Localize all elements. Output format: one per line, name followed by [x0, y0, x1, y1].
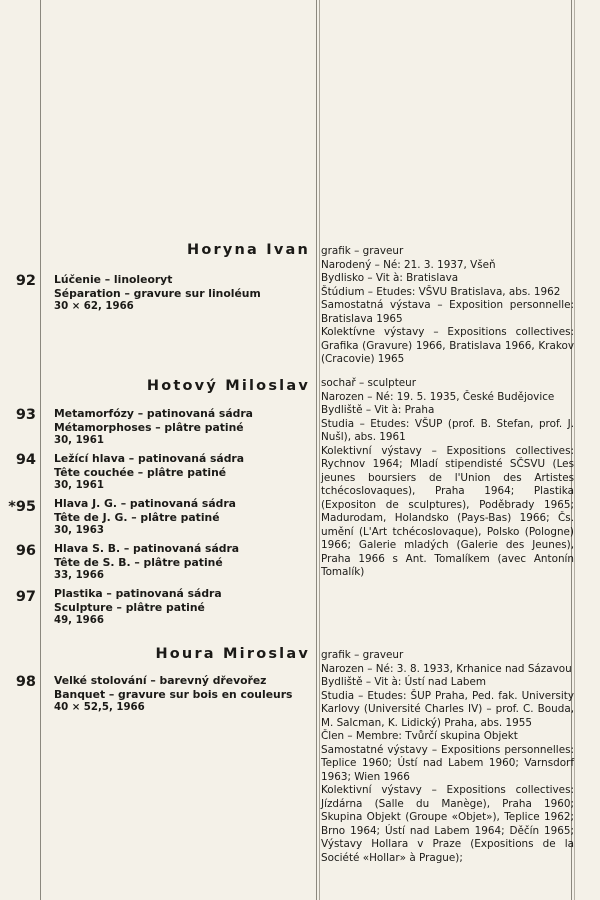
bio-line: Samostatná výstava – Exposition personnelle: Bratislava 1965 — [321, 299, 574, 325]
bio-line: Kolektívne výstavy – Expositions collectives: Grafika (Gravure) 1966, Bratislava 1966, Krakov (Cracovie) 1965 — [321, 326, 574, 365]
artist-name: Hotový Miloslav — [146, 378, 310, 394]
work-title-czech: Ležící hlava – patinovaná sádra — [54, 452, 245, 465]
bio-line: Štúdium – Etudes: VŠVU Bratislava, abs. 1962 — [321, 285, 561, 298]
catalogue-number: 94 — [15, 452, 36, 468]
work-details: 49, 1966 — [54, 615, 104, 626]
bio-line: sochař – sculpteur — [321, 377, 417, 389]
work-title-czech: Plastika – patinovaná sádra — [54, 587, 222, 600]
work-entry — [54, 497, 312, 538]
artist-biography — [321, 245, 574, 367]
bio-line: Narozen – Né: 3. 8. 1933, Krhanice nad Sázavou — [321, 662, 572, 675]
work-details: 33, 1966 — [54, 570, 104, 581]
catalogue-number: *95 — [8, 499, 36, 515]
work-details: 30, 1961 — [54, 435, 104, 446]
bio-line: Narodený – Né: 21. 3. 1937, Všeň — [321, 258, 496, 271]
bio-line: Bydlisko – Vit à: Bratislava — [321, 272, 459, 284]
bio-line: Narozen – Né: 19. 5. 1935, České Budějovice — [321, 390, 555, 403]
catalogue-number: 97 — [15, 589, 36, 605]
column-rule-middle — [316, 0, 317, 900]
bio-line: grafik – graveur — [321, 649, 404, 661]
bio-line: Studia – Etudes: ŠUP Praha, Ped. fak. University Karlovy (Université Charles IV) – prof. C. Bouda, M. Salcman, K. Lidický) Praha, abs. 1955 — [321, 689, 574, 729]
work-title-french: Tête de S. B. – plâtre patiné — [54, 555, 223, 569]
column-rule-right-secondary — [574, 0, 575, 900]
work-title-french: Tête de J. G. – plâtre patiné — [54, 510, 220, 524]
work-title-czech: Velké stolování – barevný dřevořez — [54, 674, 267, 687]
artist-biography — [321, 649, 574, 865]
work-details: 30 ⨯ 62, 1966 — [54, 301, 134, 312]
catalogue-number: 96 — [15, 543, 36, 559]
work-title-french: Banquet – gravure sur bois en couleurs — [54, 687, 293, 701]
work-entry — [54, 587, 312, 628]
work-entry — [54, 407, 312, 448]
work-title-czech: Hlava J. G. – patinovaná sádra — [54, 497, 236, 510]
bio-line: Bydliště – Vit à: Ústí nad Labem — [321, 676, 487, 688]
artist-name: Horyna Ivan — [186, 242, 310, 258]
work-entry — [54, 273, 312, 314]
work-details: 30, 1963 — [54, 525, 104, 536]
work-title-czech: Metamorfózy – patinovaná sádra — [54, 407, 253, 420]
work-entry — [54, 674, 312, 715]
column-rule-left — [40, 0, 41, 900]
bio-line: Kolektivní výstavy – Expositions collectives: Rychnov 1964; Mladí stipendisté SČSVU (Les jeunes boursiers de l'Union des Artistes tchécoslovaques), Praha 1964; Plastika (Expositon de sculptures), Poděbrady 1965; Madurodam, Holandsko (Pays-Bas) 1966; Čs. umění (L'Art tchécoslovaque), Polsko (Pologne) 1966; Galerie mladých (Galerie des Jeunes), Praha 1966 s Ant. Tomalíkem (avec Antonín Tomalík) — [321, 444, 574, 578]
artist-name: Houra Miroslav — [155, 646, 310, 662]
work-entry — [54, 452, 312, 493]
bio-line: Bydliště – Vit à: Praha — [321, 404, 435, 416]
bio-line: Kolektivní výstavy – Expositions collectives: Jízdárna (Salle du Manège), Praha 1960; Skupina Objekt (Groupe «Objet»), Teplice 1962; Brno 1964; Ústí nad Labem 1964; Děčín 1965; Výstavy Hollara v Praze (Expositions de la Société «Hollar» à Prague); — [321, 784, 574, 864]
work-title-french: Sculpture – plâtre patiné — [54, 600, 205, 614]
work-details: 30, 1961 — [54, 480, 104, 491]
work-details: 40 ⨯ 52,5, 1966 — [54, 702, 145, 713]
catalogue-number: 92 — [15, 273, 36, 289]
catalogue-number: 93 — [15, 407, 36, 423]
bio-line: grafik – graveur — [321, 245, 404, 257]
work-entry — [54, 542, 312, 583]
bio-line: Samostatné výstavy – Expositions personnelles: Teplice 1960; Ústí nad Labem 1960; Varnsdorf 1963; Wien 1966 — [321, 743, 574, 783]
work-title-french: Métamorphoses – plâtre patiné — [54, 420, 244, 434]
column-rule-middle-secondary — [319, 0, 320, 900]
work-title-french: Séparation – gravure sur linoléum — [54, 286, 261, 300]
bio-line: Člen – Membre: Tvůrčí skupina Objekt — [321, 730, 518, 742]
artist-biography — [321, 377, 574, 580]
work-title-french: Tête couchée – plâtre patiné — [54, 465, 227, 479]
work-title-czech: Lúčenie – linoleoryt — [54, 273, 173, 286]
catalogue-number: 98 — [15, 674, 36, 690]
work-title-czech: Hlava S. B. – patinovaná sádra — [54, 542, 240, 555]
bio-line: Studia – Etudes: VŠUP (prof. B. Stefan, prof. J. Nušl), abs. 1961 — [321, 417, 574, 443]
